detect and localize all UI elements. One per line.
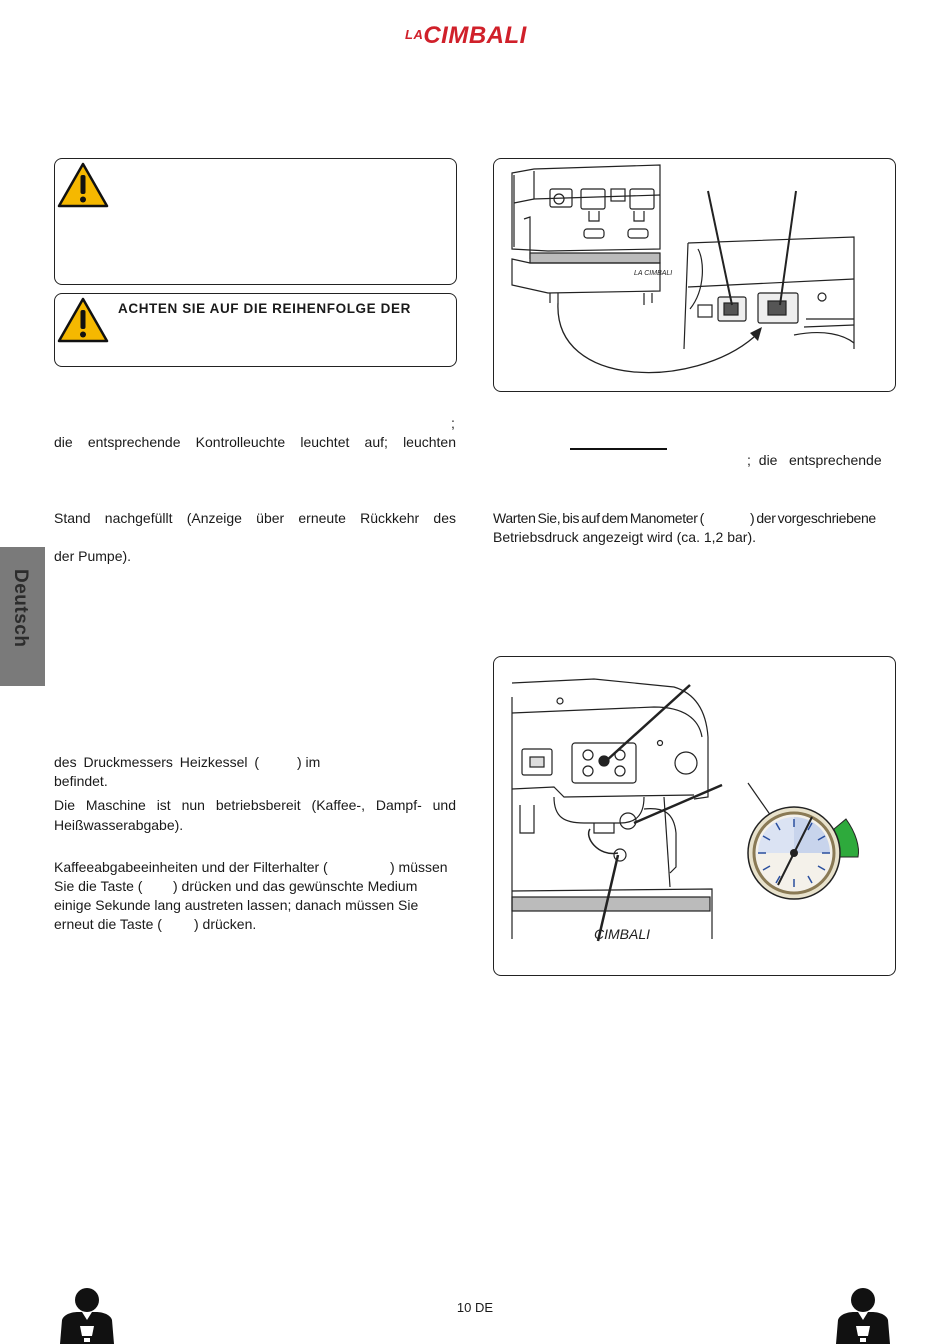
warning-triangle-icon: [57, 296, 109, 344]
barista-icon: [830, 1286, 896, 1344]
text-press-key-b: ) drücken und das gewünschte Medium: [173, 878, 418, 894]
text-operating-pressure: Betriebsdruck angezeigt wird (ca. 1,2 bar).: [493, 529, 757, 545]
warning-triangle-icon: [57, 161, 109, 209]
text-wait-manometer-a: Warten Sie, bis auf dem Manometer (: [493, 510, 704, 526]
text-coffee-units-a: Kaffeeabgabeeinheiten und der Filterhalter (: [54, 859, 328, 875]
text-semicolon: ;: [451, 415, 455, 431]
text-coffee-units-b: ) müssen: [390, 859, 448, 875]
machine-switches-illustration: [494, 159, 894, 390]
brand-logo: $^{LA}$CIMBALI: [405, 22, 527, 49]
text-wait-manometer-b: ) der vorgeschriebene: [750, 510, 876, 526]
svg-text:CIMBALI: CIMBALI: [594, 926, 651, 942]
page-number: 10 DE: [456, 1300, 494, 1315]
group-manometer-illustration: [494, 657, 894, 974]
manometer-gauge: [748, 807, 859, 899]
warning-text-2: ACHTEN SIE AUF DIE REIHENFOLGE DER: [118, 301, 411, 316]
figure-group-manometer: [493, 656, 896, 976]
svg-text:LA CIMBALI: LA CIMBALI: [634, 270, 673, 277]
text-machine-ready: Die Maschine ist nun betriebsbereit (Kaffee-, Dampf- und Heißwasserabgabe).: [54, 797, 456, 833]
text-pressure-gauge-b: ) im: [297, 754, 321, 770]
text-level-refilled: Stand nachgefüllt (Anzeige über erneute Rückkehr des: [54, 510, 456, 526]
figure-machine-switches: [493, 158, 896, 392]
warning-box-1: [54, 158, 457, 285]
text-corresponding-b: entsprechende: [789, 452, 882, 468]
text-press-key-a: Sie die Taste (: [54, 878, 143, 894]
warning-box-2: [54, 293, 457, 367]
text-few-seconds: einige Sekunde lang austreten lassen; danach müssen Sie: [54, 897, 419, 913]
text-underline-rule: [570, 448, 667, 450]
language-tab: [0, 547, 45, 686]
barista-icon: [54, 1286, 120, 1344]
text-press-again-a: erneut die Taste (: [54, 916, 162, 932]
text-press-again-b: ) drücken.: [194, 916, 257, 932]
text-control-lamp: die entsprechende Kontrolleuchte leuchtet auf; leuchten: [54, 434, 456, 450]
text-corresponding-a: ; die: [747, 452, 778, 468]
text-pressure-gauge-a: des Druckmessers Heizkessel (: [54, 754, 260, 770]
text-located: befindet.: [54, 773, 108, 789]
language-tab-label: Deutsch: [10, 569, 31, 648]
text-pump: der Pumpe).: [54, 548, 132, 564]
